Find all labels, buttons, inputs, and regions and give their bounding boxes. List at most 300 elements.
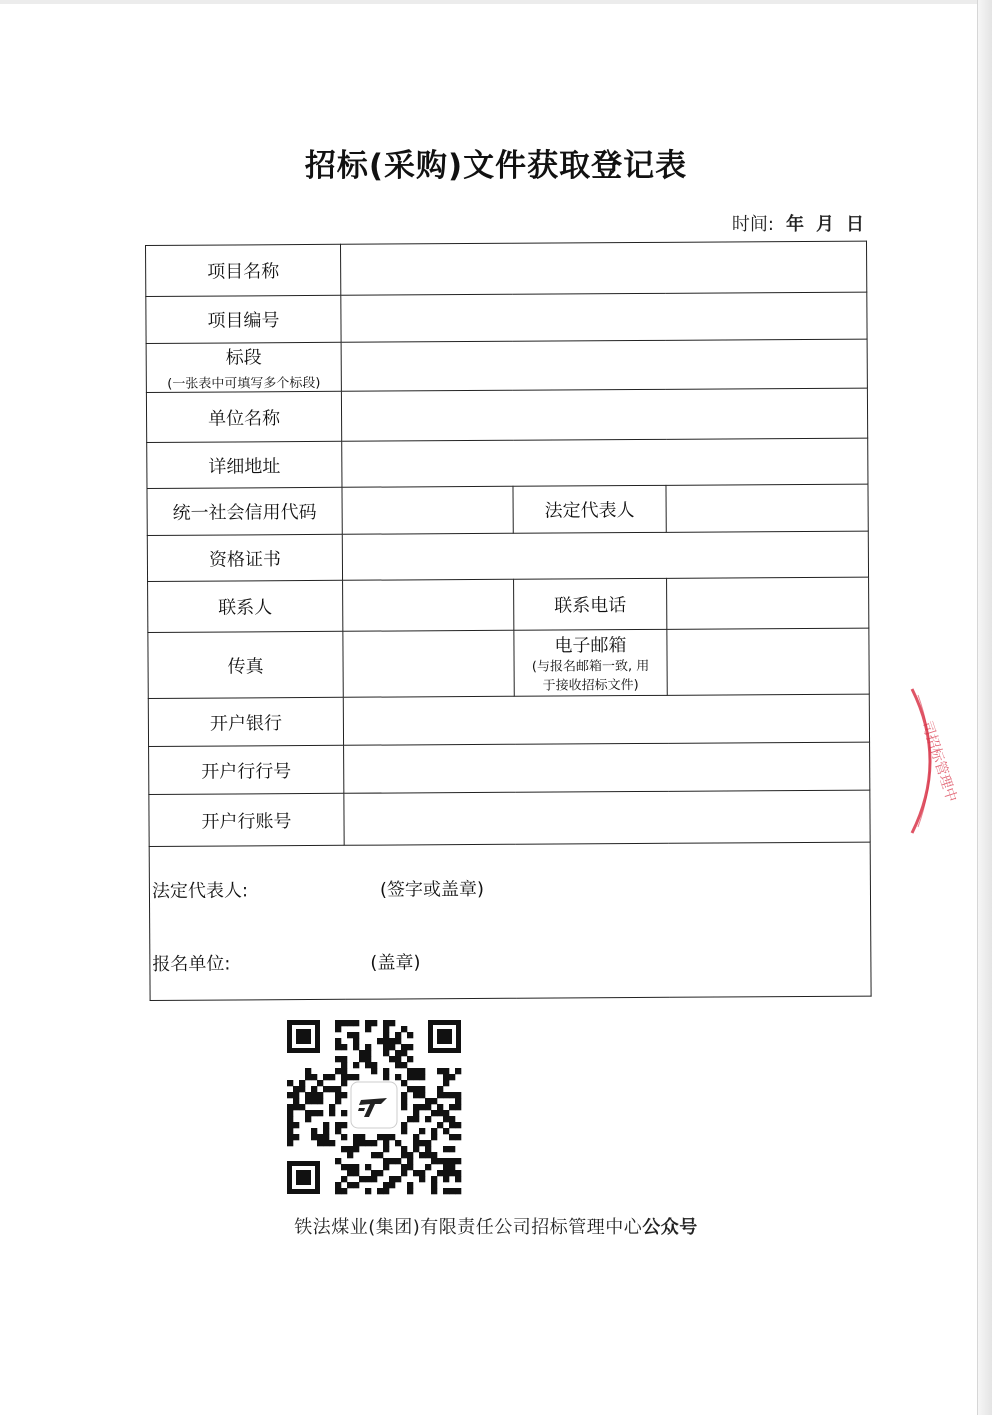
project-no-field[interactable] (341, 292, 867, 342)
date-label: 时间: (731, 214, 774, 235)
qr-module (449, 1134, 455, 1140)
qr-module (341, 1134, 347, 1140)
qr-module (341, 1068, 347, 1074)
qr-module (335, 1020, 341, 1026)
contact-field[interactable] (343, 579, 514, 631)
bank-label: 开户银行 (148, 697, 343, 746)
credit-code-field[interactable] (342, 486, 513, 534)
qr-module (335, 1056, 341, 1062)
qr-module (359, 1140, 365, 1146)
qr-module (395, 1074, 401, 1080)
qr-finder-top-left (287, 1020, 320, 1053)
qr-module (443, 1158, 449, 1164)
qr-module (401, 1146, 407, 1152)
table-row (147, 531, 868, 581)
qr-module (413, 1110, 419, 1116)
phone-label: 联系电话 (514, 578, 667, 630)
qr-module (407, 1074, 413, 1080)
qr-module (395, 1140, 401, 1146)
qr-module (455, 1134, 461, 1140)
qr-module (317, 1134, 323, 1140)
qr-module (323, 1074, 329, 1080)
qr-module (389, 1056, 395, 1062)
qr-module (353, 1164, 359, 1170)
qr-module (407, 1164, 413, 1170)
section-field[interactable] (341, 339, 867, 391)
qr-module (407, 1182, 413, 1188)
project-name-label: 项目名称 (146, 244, 341, 296)
qr-module (383, 1068, 389, 1074)
qr-module (431, 1110, 437, 1116)
qr-module (431, 1182, 437, 1188)
qr-module (371, 1062, 377, 1068)
qr-module (437, 1170, 443, 1176)
qr-module (335, 1122, 341, 1128)
qr-module (365, 1062, 371, 1068)
qr-module (341, 1164, 347, 1170)
qr-module (359, 1050, 365, 1056)
credit-code-label: 统一社会信用代码 (147, 487, 342, 535)
qr-module (401, 1098, 407, 1104)
unit-stamp-hint: (盖章) (370, 952, 421, 974)
qr-module (353, 1140, 359, 1146)
qr-module (389, 1134, 395, 1140)
qr-module (407, 1068, 413, 1074)
qr-module (287, 1140, 293, 1146)
qr-module (449, 1146, 455, 1152)
qr-module (293, 1092, 299, 1098)
qr-module (431, 1188, 437, 1194)
qr-module (287, 1116, 293, 1122)
qr-module (287, 1128, 293, 1134)
qr-center-logo-icon (351, 1082, 397, 1128)
qr-module (323, 1134, 329, 1140)
qr-module (443, 1116, 449, 1122)
qr-module (389, 1176, 395, 1182)
qr-module (335, 1026, 341, 1032)
qr-module (323, 1122, 329, 1128)
qr-module (365, 1026, 371, 1032)
company-name-label: 单位名称 (146, 391, 341, 442)
qr-module (443, 1128, 449, 1134)
qr-module (353, 1134, 359, 1140)
qr-module (341, 1110, 347, 1116)
qr-module (437, 1122, 443, 1128)
qr-module (443, 1110, 449, 1116)
qr-module (341, 1062, 347, 1068)
qr-module (449, 1074, 455, 1080)
qr-module (353, 1146, 359, 1152)
qr-module (413, 1134, 419, 1140)
qr-module (455, 1170, 461, 1176)
phone-field[interactable] (667, 577, 869, 629)
fax-label: 传真 (148, 631, 343, 698)
qr-module (329, 1140, 335, 1146)
qr-module (353, 1074, 359, 1080)
qr-module (341, 1056, 347, 1062)
qr-module (449, 1092, 455, 1098)
qr-module (413, 1116, 419, 1122)
section-note: (一张表中可填写多个标段) (167, 375, 321, 392)
qr-module (455, 1068, 461, 1074)
qr-module (395, 1176, 401, 1182)
legal-rep-signature (151, 876, 485, 903)
qr-module (341, 1020, 347, 1026)
qr-module (413, 1140, 419, 1146)
qr-module (407, 1188, 413, 1194)
qr-module (323, 1128, 329, 1134)
qr-module (359, 1056, 365, 1062)
qr-module (389, 1044, 395, 1050)
qr-module (401, 1092, 407, 1098)
qr-module (311, 1086, 317, 1092)
qr-module (353, 1038, 359, 1044)
qr-module (419, 1152, 425, 1158)
qr-module (377, 1170, 383, 1176)
email-field[interactable] (667, 628, 869, 695)
qr-module (443, 1092, 449, 1098)
bank-no-label: 开户行行号 (149, 745, 344, 794)
qr-module (395, 1050, 401, 1056)
qr-module (353, 1170, 359, 1176)
bank-no-field[interactable] (344, 742, 870, 793)
qr-module (371, 1176, 377, 1182)
qr-module (401, 1170, 407, 1176)
qr-module (449, 1104, 455, 1110)
legal-rep-sign-label: 法定代表人: (151, 880, 249, 902)
qr-module (383, 1074, 389, 1080)
qr-module (443, 1188, 449, 1194)
project-no-label: 项目编号 (146, 295, 341, 343)
qr-module (341, 1074, 347, 1080)
qr-module (317, 1110, 323, 1116)
qr-module (443, 1080, 449, 1086)
qr-module (383, 1140, 389, 1146)
qr-module (389, 1020, 395, 1026)
qr-module (455, 1158, 461, 1164)
qr-module (365, 1188, 371, 1194)
red-seal-stamp (908, 683, 960, 839)
qr-module (407, 1152, 413, 1158)
qr-module (437, 1086, 443, 1092)
table-row (146, 241, 867, 296)
qr-module (413, 1086, 419, 1092)
qr-module (419, 1176, 425, 1182)
qr-module (311, 1092, 317, 1098)
qr-module (449, 1164, 455, 1170)
qr-module (455, 1098, 461, 1104)
qr-module (365, 1050, 371, 1056)
table-row (147, 484, 868, 535)
qr-module (419, 1074, 425, 1080)
qr-module (287, 1092, 293, 1098)
qr-module (335, 1128, 341, 1134)
qr-code (287, 1020, 461, 1194)
qr-module (377, 1152, 383, 1158)
fax-field[interactable] (343, 630, 514, 697)
qr-module (365, 1056, 371, 1062)
qr-module (311, 1098, 317, 1104)
qr-module (437, 1110, 443, 1116)
qr-module (293, 1098, 299, 1104)
qr-module (347, 1146, 353, 1152)
qr-module (293, 1104, 299, 1110)
qr-module (305, 1092, 311, 1098)
signature-area[interactable] (149, 842, 871, 1000)
qr-module (383, 1032, 389, 1038)
table-row (148, 694, 869, 746)
qr-module (347, 1170, 353, 1176)
qr-module (347, 1164, 353, 1170)
qr-module (395, 1062, 401, 1068)
qr-module (335, 1038, 341, 1044)
qr-module (431, 1134, 437, 1140)
qr-module (425, 1098, 431, 1104)
date-month: 月 (816, 214, 834, 235)
qr-module (287, 1110, 293, 1116)
company-name-field[interactable] (341, 388, 867, 441)
qr-finder-bottom-left (287, 1161, 320, 1194)
qr-module (335, 1092, 341, 1098)
legal-rep-field[interactable] (666, 484, 868, 532)
qr-module (287, 1134, 293, 1140)
qr-module (293, 1122, 299, 1128)
qualification-field[interactable] (342, 531, 868, 580)
email-note-2: 于接收招标文件) (542, 677, 639, 694)
qr-module (311, 1134, 317, 1140)
qr-module (401, 1152, 407, 1158)
qr-module (383, 1050, 389, 1056)
qr-module (323, 1140, 329, 1146)
qr-module (383, 1134, 389, 1140)
qr-module (335, 1068, 341, 1074)
qr-module (335, 1086, 341, 1092)
date-line (732, 210, 864, 236)
qr-module (407, 1116, 413, 1122)
qr-module (287, 1122, 293, 1128)
qr-module (455, 1122, 461, 1128)
qr-module (353, 1062, 359, 1068)
qr-module (437, 1068, 443, 1074)
qr-module (353, 1032, 359, 1038)
qr-module (371, 1020, 377, 1026)
qr-module (449, 1158, 455, 1164)
qr-module (341, 1044, 347, 1050)
table-row (149, 742, 870, 794)
qr-module (359, 1134, 365, 1140)
qr-module (299, 1104, 305, 1110)
qr-module (401, 1122, 407, 1128)
qr-module (371, 1152, 377, 1158)
date-day: 日 (846, 214, 864, 235)
qr-module (383, 1164, 389, 1170)
qr-module (305, 1116, 311, 1122)
qr-module (455, 1188, 461, 1194)
qr-module (431, 1128, 437, 1134)
qr-module (407, 1086, 413, 1092)
qr-module (371, 1170, 377, 1176)
qr-module (425, 1146, 431, 1152)
qr-module (365, 1044, 371, 1050)
qr-module (443, 1164, 449, 1170)
page-top-edge (0, 0, 992, 4)
email-label: 电子邮箱 (与报名邮箱一致, 用 于接收招标文件) (514, 629, 667, 696)
qr-module (377, 1134, 383, 1140)
qr-module (449, 1122, 455, 1128)
qr-module (419, 1068, 425, 1074)
qr-module (455, 1176, 461, 1182)
qr-module (341, 1176, 347, 1182)
qr-module (395, 1056, 401, 1062)
qr-module (383, 1158, 389, 1164)
date-year: 年 (786, 214, 804, 235)
qr-module (383, 1146, 389, 1152)
qr-module (323, 1086, 329, 1092)
qr-module (419, 1128, 425, 1134)
qr-module (425, 1140, 431, 1146)
qr-module (293, 1086, 299, 1092)
qr-module (359, 1176, 365, 1182)
table-row (146, 388, 867, 442)
qr-module (437, 1104, 443, 1110)
qr-module (431, 1158, 437, 1164)
qr-module (443, 1176, 449, 1182)
qr-module (443, 1068, 449, 1074)
bank-field[interactable] (343, 694, 869, 745)
qr-module (419, 1104, 425, 1110)
qr-module (347, 1182, 353, 1188)
qr-module (389, 1038, 395, 1044)
qr-module (395, 1158, 401, 1164)
qr-module (401, 1080, 407, 1086)
qr-module (329, 1110, 335, 1116)
qr-module (317, 1092, 323, 1098)
qr-module (293, 1134, 299, 1140)
qr-module (413, 1068, 419, 1074)
qr-module (425, 1152, 431, 1158)
qr-module (437, 1092, 443, 1098)
qr-module (347, 1020, 353, 1026)
qr-module (335, 1188, 341, 1194)
qr-module (329, 1074, 335, 1080)
qr-module (311, 1074, 317, 1080)
qr-module (413, 1170, 419, 1176)
qr-module (401, 1104, 407, 1110)
qr-module (389, 1158, 395, 1164)
qr-module (305, 1098, 311, 1104)
table-row (149, 790, 870, 846)
qr-module (353, 1020, 359, 1026)
qualification-label: 资格证书 (147, 534, 342, 581)
qr-module (371, 1068, 377, 1074)
page-title: 招标(采购)文件获取登记表 (304, 148, 688, 184)
qr-module (449, 1188, 455, 1194)
qr-module (419, 1170, 425, 1176)
qr-module (347, 1032, 353, 1038)
signature-row (149, 842, 871, 1000)
qr-module (365, 1176, 371, 1182)
qr-module (383, 1020, 389, 1026)
qr-module (425, 1104, 431, 1110)
qr-module (383, 1026, 389, 1032)
qr-module (425, 1116, 431, 1122)
table-row (148, 628, 869, 698)
qr-module (443, 1074, 449, 1080)
qr-module (371, 1140, 377, 1146)
qr-module (347, 1074, 353, 1080)
qr-module (353, 1044, 359, 1050)
qr-module (455, 1092, 461, 1098)
qr-module (317, 1140, 323, 1146)
qr-module (401, 1062, 407, 1068)
qr-module (383, 1044, 389, 1050)
qr-module (341, 1188, 347, 1194)
qr-module (341, 1080, 347, 1086)
qr-module (341, 1146, 347, 1152)
legal-rep-label: 法定代表人 (513, 485, 666, 533)
qr-module (329, 1086, 335, 1092)
qr-module (431, 1098, 437, 1104)
footer-caption (0, 1213, 992, 1239)
qr-module (449, 1116, 455, 1122)
footer-bold: 公众号 (642, 1217, 698, 1238)
qr-module (401, 1128, 407, 1134)
qr-module (335, 1182, 341, 1188)
qr-module (419, 1140, 425, 1146)
qr-module (395, 1032, 401, 1038)
account-field[interactable] (344, 790, 870, 845)
footer-text: 铁法煤业(集团)有限责任公司招标管理中心 (294, 1217, 643, 1238)
qr-module (383, 1182, 389, 1188)
qr-module (335, 1044, 341, 1050)
section-label: 标段 (一张表中可填写多个标段) (146, 342, 341, 392)
qr-module (347, 1152, 353, 1158)
qr-module (383, 1188, 389, 1194)
unit-stamp (152, 949, 421, 975)
qr-module (377, 1038, 383, 1044)
address-field[interactable] (342, 438, 868, 487)
email-note-1: (与报名邮箱一致, 用 (531, 658, 650, 675)
unit-stamp-label: 报名单位: (152, 953, 231, 975)
qr-module (407, 1056, 413, 1062)
qr-module (431, 1152, 437, 1158)
page-right-edge (977, 0, 992, 1415)
qr-module (413, 1092, 419, 1098)
qr-module (305, 1074, 311, 1080)
table-row (146, 339, 867, 392)
qr-module (377, 1188, 383, 1194)
qr-module (287, 1080, 293, 1086)
qr-module (365, 1140, 371, 1146)
qr-module (413, 1104, 419, 1110)
qr-module (335, 1158, 341, 1164)
qr-module (425, 1164, 431, 1170)
qr-module (431, 1176, 437, 1182)
qr-module (401, 1164, 407, 1170)
qr-module (329, 1104, 335, 1110)
qr-module (299, 1080, 305, 1086)
qr-module (335, 1098, 341, 1104)
qr-module (413, 1074, 419, 1080)
qr-module (341, 1092, 347, 1098)
project-name-field[interactable] (340, 241, 866, 295)
contact-label: 联系人 (148, 580, 343, 632)
table-row (148, 577, 869, 632)
qr-finder-top-right (428, 1020, 461, 1053)
qr-module (449, 1170, 455, 1176)
qr-module (401, 1050, 407, 1056)
qr-module (311, 1110, 317, 1116)
